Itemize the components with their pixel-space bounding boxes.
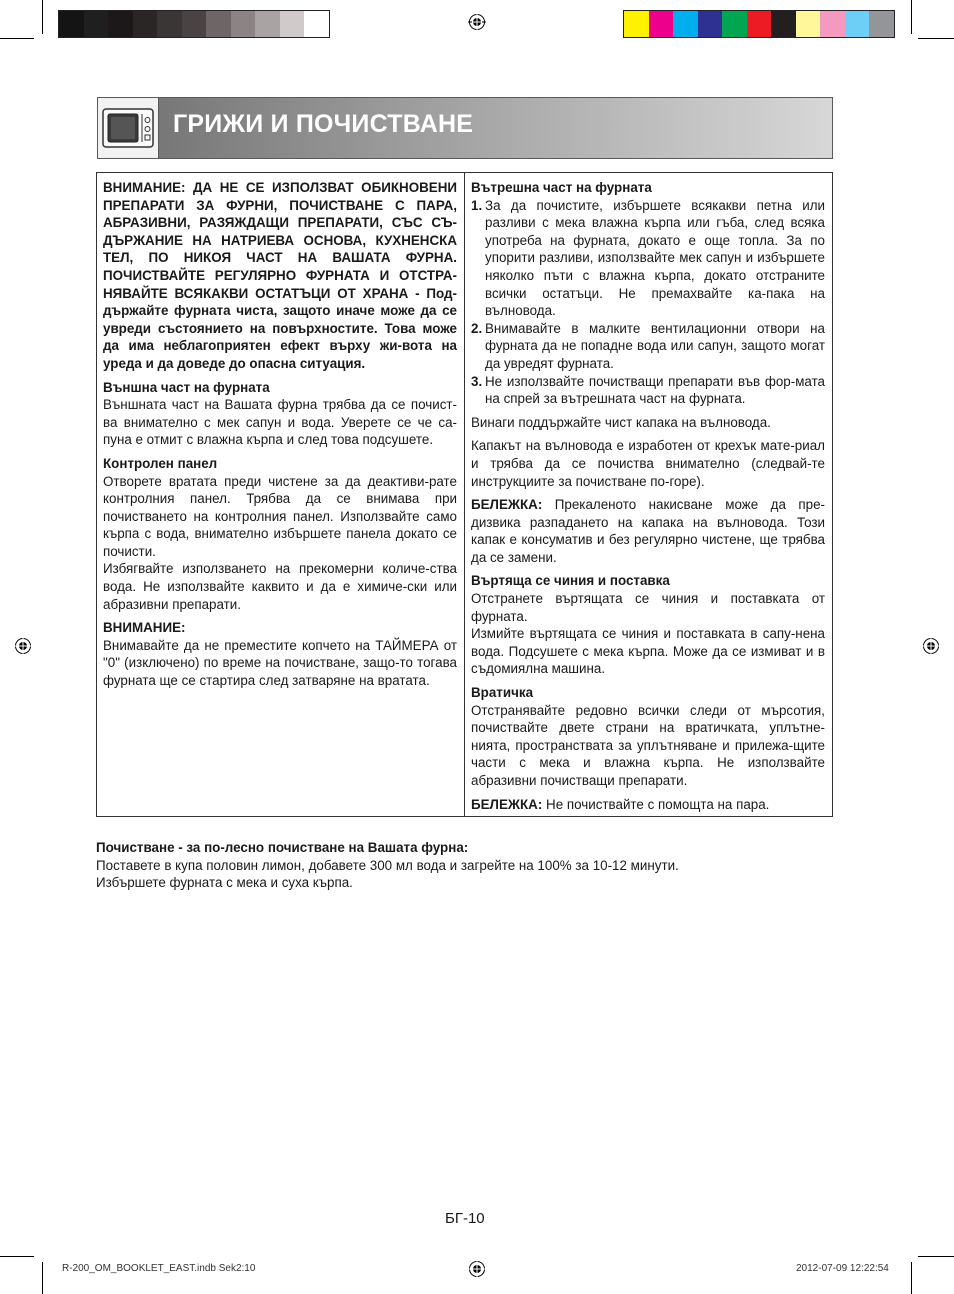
turntable-text-2: Измийте въртящата се чиния и поставката в сапу-нена вода. Подсушете с мека кърпа. Може да се измиват и в съдомиялна машина. [471,626,825,677]
footer-file-info: R-200_OM_BOOKLET_EAST.indb Sek2:10 [62,1263,256,1274]
color-swatch [771,11,796,37]
cleaning-tip [96,839,836,892]
crop-mark [42,1262,43,1294]
color-swatch [820,11,845,37]
list-item-text: За да почистите, избършете всякакви петна или разливи с мека влажна кърпа или гъба, след всяка употреба на фурната, докато е още топла. За по упорити разливи, използвайте мек сапун и избършете няколко пъти с влажна кърпа, докато отстраните всички остатъци. Не премахвайте ка-пака на вълновода. [485,197,825,319]
control-panel-text-2: Избягвайте използването на прекомерни количе-ства вода. Не използвайте каквито и да е химиче-ски или абразивни препарати. [103,561,457,612]
content-table [96,172,833,817]
door-heading: Вратичка [471,685,534,701]
list-item [471,373,825,408]
color-swatch [673,11,698,37]
note-label: БЕЛЕЖКА: [471,497,543,513]
interior-heading: Вътрешна част на фурната [471,180,652,195]
crop-mark [918,38,954,39]
color-swatch [108,11,133,37]
color-swatch [304,11,329,37]
registration-mark-icon [14,637,32,655]
list-item-number: 3. [471,373,483,389]
note-2 [471,796,825,814]
section-header [97,97,833,159]
color-swatch [796,11,821,37]
list-item [471,320,825,373]
grayscale-bar [58,10,330,38]
color-swatch [698,11,723,37]
registration-mark-icon [468,1260,486,1278]
crop-mark [911,1262,912,1294]
color-swatch [280,11,305,37]
list-item-text: Не използвайте почистващи препарати във фор-мата на спрей за вътрешната част на фурната. [485,373,825,407]
crop-mark [911,0,912,34]
color-swatch [157,11,182,37]
color-bar [623,10,895,38]
tip-line: Поставете в купа половин лимон, добавете 300 мл вода и загрейте на 100% за 10-12 минути. [96,857,679,873]
turntable-heading: Въртяща се чиния и поставка [471,573,670,589]
microwave-icon [98,98,159,158]
crop-mark [918,1256,954,1257]
note-1 [471,496,825,566]
crop-mark [0,1256,34,1257]
tip-heading: Почистване - за по-лесно почистване на Вашата фурна: [96,840,469,855]
control-panel-heading: Контролен панел [103,455,218,471]
color-swatch [59,11,84,37]
color-swatch [869,11,894,37]
crop-mark [42,0,43,34]
turntable-text: Отстранете въртящата се чиния и поставката от фурната. [471,591,825,624]
door-text: Отстранявайте редовно всички следи от мърсотия, почиствайте двете страни на вратичката, уплътне-нията, пространствата за уплътняване и прилежа-щите части с мека и влажна кърпа. Не използвайте абразивни почистващи препарати. [471,702,825,788]
color-swatch [624,11,649,37]
control-panel-text: Отворете вратата преди чистене за да деактиви-рате контролния панел. Трябва да се внимава при почистването на контролния панел. Използвайте само кърпа с вода, внимателно избършете панела докато се почисти. [103,473,457,559]
registration-mark-icon [468,13,486,31]
caution-text: Внимавайте да не преместите копчето на ТАЙМЕРА от "0" (изключено) по време на почистване, защо-то тогава фурната ще се стартира след затваряне на вратата. [103,637,457,689]
list-item-number: 2. [471,320,483,336]
registration-mark-icon [922,637,940,655]
page-number: БГ-10 [445,1210,485,1227]
color-swatch [84,11,109,37]
tip-line: Избършете фурната с мека и суха кърпа. [96,875,353,891]
color-swatch [747,11,772,37]
waveguide-text-2: Капакът на вълновода е изработен от крехък мате-риал и трябва да се почиства внимателно (следвай-те инструкциите за почистване по-горе). [471,438,825,489]
color-swatch [845,11,870,37]
note-text: Не почиствайте с помощта на пара. [542,796,770,812]
list-item-text: Внимавайте в малките вентилационни отвори на фурната да не попадне вода или сапун, защото могат да увредят фурната. [485,320,825,371]
color-swatch [206,11,231,37]
left-column [97,173,465,816]
warning-text: ВНИМАНИЕ: ДА НЕ СЕ ИЗПОЛЗВАТ ОБИКНОВЕНИ ПРЕПАРАТИ ЗА ФУРНИ, ПОЧИСТВАНЕ С ПАРА, АБРАЗИВНИ, РАЗЯЖДАЩИ ПРЕПАРАТИ, СЪС СЪ-ДЪРЖАНИЕ НА НАТРИЕВА ОСНОВА, КУХНЕНСКА ТЕЛ, ПО НИКОЯ ЧАСТ НА ВАШАТА ФУРНА. ПОЧИСТВАЙТЕ РЕГУЛЯРНО ФУРНАТА И ОТСТРА-НЯВАЙТЕ ВСЯКАКВИ ОСТАТЪЦИ ОТ ХРАНА - Под-държайте фурната чиста, защото иначе може да се увреди състоянието на повърхностите. Това може да има неблагоприятен ефект върху жи-вота на уреда и да доведе до опасна ситуация. [103,180,457,371]
exterior-text: Външната част на Вашата фурна трябва да се почист-ва внимателно с мек сапун и вода. Уверете се че са-пуна е отмит с влажна кърпа и след това подсушете. [103,397,457,448]
footer-timestamp: 2012-07-09 12:22:54 [796,1263,889,1274]
color-swatch [722,11,747,37]
page-title: ГРИЖИ И ПОЧИСТВАНЕ [173,110,474,138]
exterior-heading: Външна част на фурната [103,379,270,395]
color-swatch [649,11,674,37]
color-swatch [255,11,280,37]
list-item-number: 1. [471,197,483,213]
color-swatch [182,11,207,37]
color-swatch [133,11,158,37]
crop-mark [0,38,34,39]
list-item [471,197,825,320]
waveguide-text: Винаги поддържайте чист капака на вълновода. [471,414,771,430]
right-column [465,173,832,816]
note-label: БЕЛЕЖКА: [471,796,543,812]
caution-heading: ВНИМАНИЕ: [103,620,186,636]
color-swatch [231,11,256,37]
note-text: Прекаленото накисване може да пре-дизвика разпадането на капака на вълновода. Този капак е консуматив и без регулярно чистене, ще трябва да се замени. [471,497,825,565]
